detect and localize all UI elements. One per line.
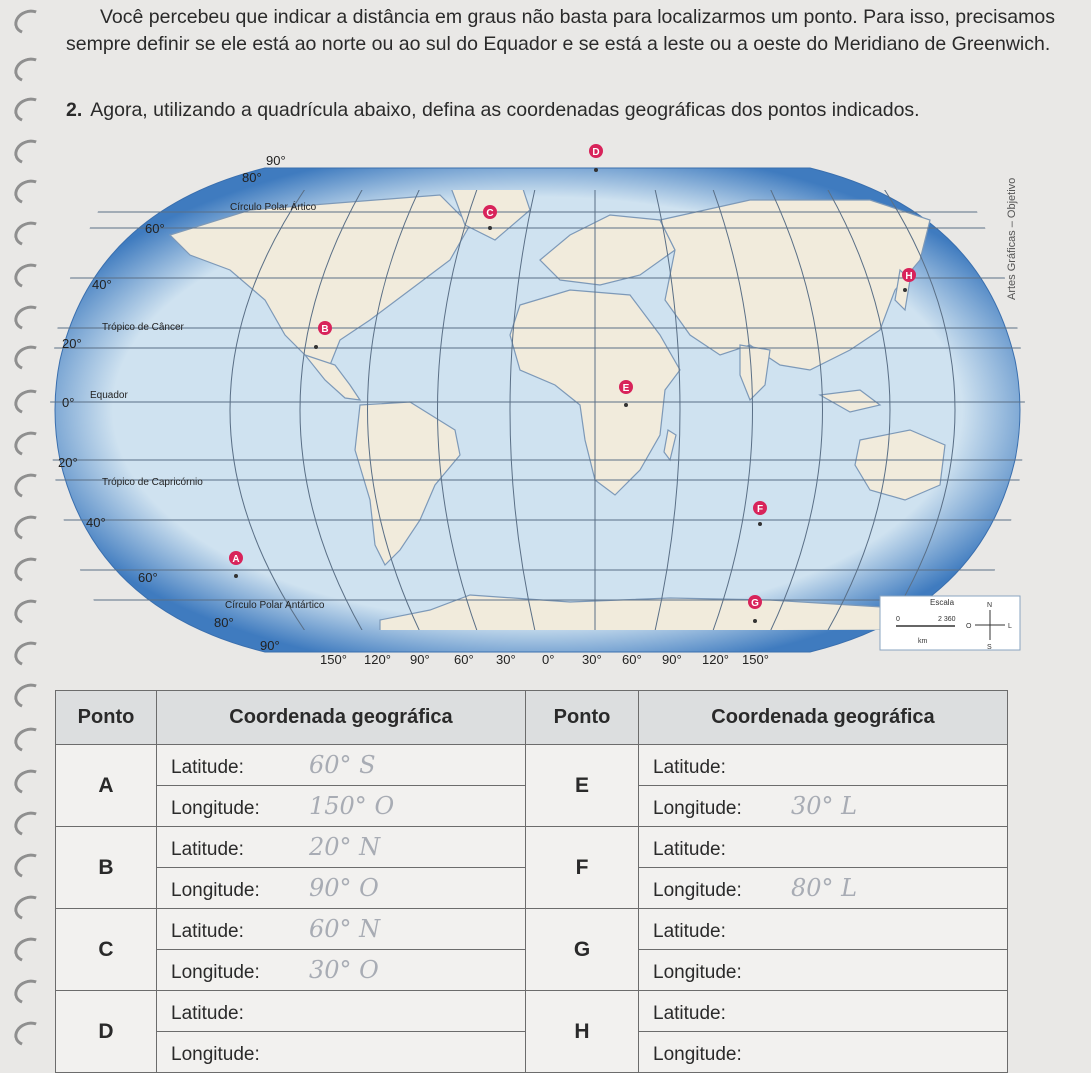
ring-icon (11, 596, 47, 629)
longitude-field[interactable] (157, 1032, 526, 1073)
scale-title: Escala (930, 598, 955, 607)
point-letter: C (56, 909, 157, 991)
ring-icon (11, 934, 47, 967)
ring-icon (11, 554, 47, 587)
ring-icon (11, 302, 47, 335)
svg-text:E: E (622, 383, 630, 394)
ring-icon (11, 1018, 47, 1051)
header-point: Ponto (56, 691, 157, 745)
ring-icon (11, 136, 47, 169)
longitude-label: Longitude: (171, 962, 260, 983)
longitude-field[interactable] (157, 868, 526, 909)
svg-text:B: B (321, 324, 329, 335)
lon-label: 30° (582, 652, 602, 667)
ring-icon (11, 218, 47, 251)
header-point: Ponto (526, 691, 639, 745)
lat-label: 60° (138, 570, 158, 585)
lat-label: 80° (214, 615, 234, 630)
intro-paragraph: Você percebeu que indicar a distância em graus não basta para localizarmos um ponto. Para isso, precisamos sempre definir se ele está ao norte ou ao sul do Equador e se está a leste ou a oeste do Meridiano de Greenwich. (66, 6, 1055, 55)
latitude-field[interactable] (157, 991, 526, 1032)
svg-text:F: F (756, 504, 764, 515)
longitude-field[interactable] (157, 950, 526, 991)
point-letter: B (56, 827, 157, 909)
handwritten-answer: 150° O (309, 792, 395, 820)
svg-text:L: L (1008, 623, 1012, 630)
point-letter: E (526, 745, 639, 827)
point-letter: A (56, 745, 157, 827)
svg-text:S: S (987, 644, 992, 651)
question-text: Agora, utilizando a quadrícula abaixo, defina as coordenadas geográficas dos pontos indicados. (90, 99, 920, 121)
question-2 (66, 99, 920, 122)
lat-label: 40° (86, 515, 106, 530)
ring-icon (11, 808, 47, 841)
svg-text:D: D (592, 147, 600, 158)
lon-label: 150° (742, 652, 769, 667)
svg-text:C: C (486, 208, 494, 219)
longitude-field[interactable] (639, 786, 1008, 827)
scale-compass-box (880, 596, 1020, 651)
svg-text:H: H (905, 271, 913, 282)
latitude-field[interactable] (639, 991, 1008, 1032)
ring-icon (11, 724, 47, 757)
point-letter: F (526, 827, 639, 909)
lat-label: 40° (92, 277, 112, 292)
scale-start: 0 (896, 616, 900, 623)
ring-icon (11, 680, 47, 713)
lon-label: 120° (364, 652, 391, 667)
cancer-label: Trópico de Câncer (102, 322, 184, 333)
ring-icon (11, 976, 47, 1009)
ring-icon (11, 766, 47, 799)
ring-icon (11, 260, 47, 293)
ring-icon (11, 54, 47, 87)
ring-icon (11, 512, 47, 545)
handwritten-answer: 20° N (309, 833, 381, 861)
longitude-field[interactable] (639, 950, 1008, 991)
ring-icon (11, 428, 47, 461)
ring-icon (11, 342, 47, 375)
table-header-row (56, 691, 1008, 745)
latitude-field[interactable] (639, 909, 1008, 950)
latitude-field[interactable] (639, 745, 1008, 786)
latitude-field[interactable] (157, 827, 526, 868)
table-row (56, 909, 1008, 950)
ring-icon (11, 94, 47, 127)
table-row (56, 991, 1008, 1032)
ring-icon (11, 386, 47, 419)
ring-icon (11, 6, 47, 39)
ring-icon (11, 892, 47, 925)
latitude-label: Latitude: (171, 1003, 244, 1024)
coordinates-table (55, 690, 1008, 1073)
handwritten-answer: 60° N (309, 915, 381, 943)
lat-label: 60° (145, 221, 165, 236)
latitude-field[interactable] (157, 909, 526, 950)
point-letter: D (56, 991, 157, 1073)
handwritten-answer: 30° O (309, 956, 379, 984)
ring-icon (11, 850, 47, 883)
question-number: 2. (66, 99, 83, 121)
svg-text:O: O (966, 623, 972, 630)
longitude-label: Longitude: (653, 962, 742, 983)
lat-label: 20° (58, 455, 78, 470)
lon-label: 120° (702, 652, 729, 667)
latitude-label: Latitude: (171, 839, 244, 860)
longitude-field[interactable] (639, 1032, 1008, 1073)
lon-label: 60° (454, 652, 474, 667)
point-letter: G (526, 909, 639, 991)
latitude-label: Latitude: (171, 757, 244, 778)
lon-label: 30° (496, 652, 516, 667)
header-coordinate: Coordenada geográfica (639, 691, 1008, 745)
lon-label: 90° (410, 652, 430, 667)
table-row (56, 745, 1008, 786)
latitude-field[interactable] (639, 827, 1008, 868)
handwritten-answer: 60° S (309, 751, 376, 779)
scale-unit: km (918, 638, 928, 645)
handwritten-answer: 80° L (791, 874, 858, 902)
lat-label: 90° (266, 153, 286, 168)
longitude-label: Longitude: (653, 798, 742, 819)
svg-text:G: G (751, 598, 759, 609)
longitude-label: Longitude: (653, 1044, 742, 1065)
latitude-label: Latitude: (653, 757, 726, 778)
latitude-label: Latitude: (653, 921, 726, 942)
lat-label: 90° (260, 638, 280, 653)
handwritten-answer: 90° O (309, 874, 379, 902)
lon-label: 150° (320, 652, 347, 667)
equator-label: Equador (90, 390, 128, 401)
handwritten-answer: 30° L (791, 792, 858, 820)
longitude-field[interactable] (639, 868, 1008, 909)
point-letter: H (526, 991, 639, 1073)
header-coordinate: Coordenada geográfica (157, 691, 526, 745)
ring-icon (11, 470, 47, 503)
longitude-labels (320, 652, 769, 667)
antarctic-circle-label: Círculo Polar Antártico (225, 600, 325, 611)
longitude-label: Longitude: (171, 798, 260, 819)
lat-label: 0° (62, 395, 75, 410)
longitude-label: Longitude: (171, 880, 260, 901)
latitude-label: Latitude: (171, 921, 244, 942)
ring-icon (11, 176, 47, 209)
latitude-label: Latitude: (653, 1003, 726, 1024)
lon-label: 90° (662, 652, 682, 667)
arctic-circle-label: Círculo Polar Ártico (230, 202, 317, 213)
world-map (50, 140, 1025, 680)
table-row (56, 827, 1008, 868)
longitude-field[interactable] (157, 786, 526, 827)
image-credit: Artes Gráficas – Objetivo (1006, 177, 1018, 300)
capricorn-label: Trópico de Capricórnio (102, 477, 203, 488)
latitude-label: Latitude: (653, 839, 726, 860)
lon-label: 60° (622, 652, 642, 667)
latitude-field[interactable] (157, 745, 526, 786)
lon-label: 0° (542, 652, 555, 667)
scale-end: 2 360 (938, 616, 956, 623)
longitude-label: Longitude: (653, 880, 742, 901)
longitude-label: Longitude: (171, 1044, 260, 1065)
ring-icon (11, 638, 47, 671)
lat-label: 20° (62, 336, 82, 351)
lat-label: 80° (242, 170, 262, 185)
svg-text:A: A (232, 554, 240, 565)
svg-text:N: N (987, 602, 993, 609)
